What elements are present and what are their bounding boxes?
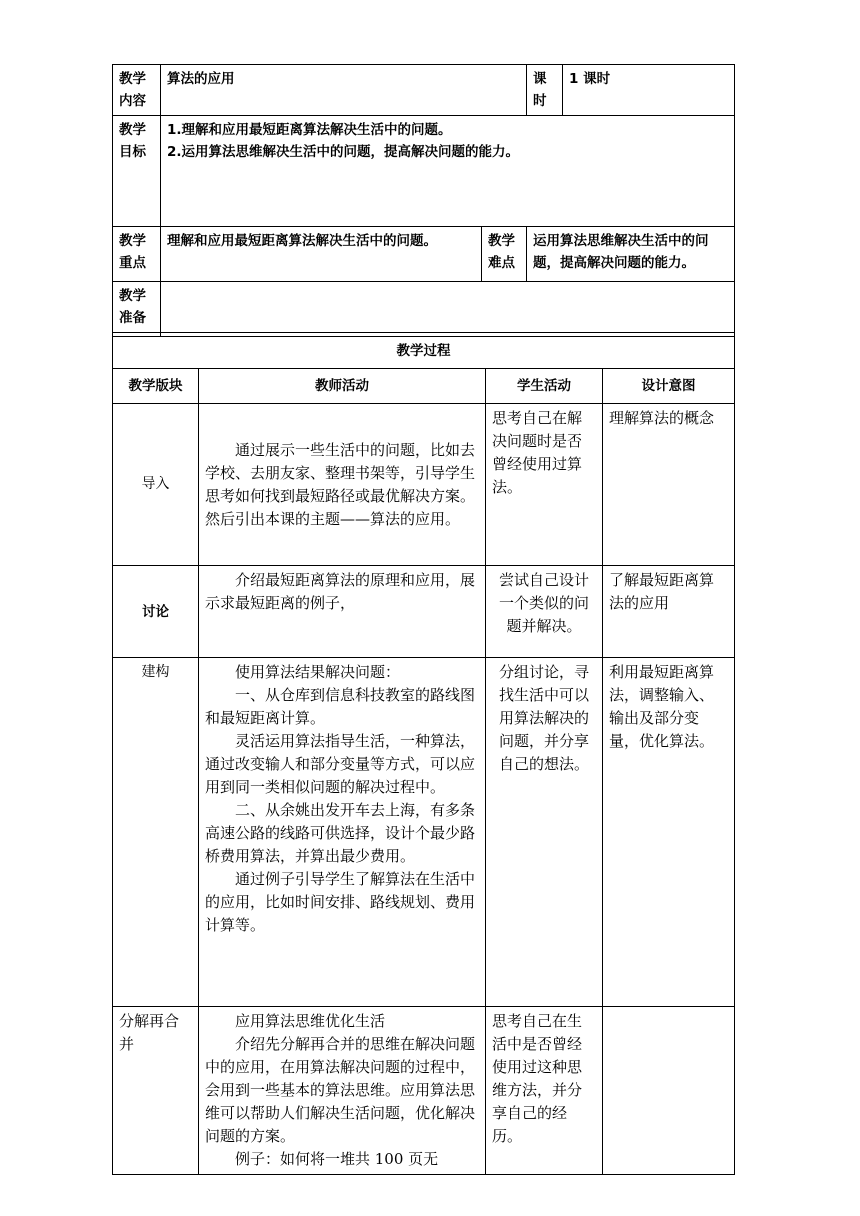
student-cell: 尝试自己设计一个类似的问题并解决。 (486, 566, 603, 658)
key-value: 理解和应用最短距离算法解决生活中的问题。 (161, 227, 482, 282)
teacher-paragraph: 二、从余姚出发开车去上海，有多条高速公路的线路可供选择，设计个最少路桥费用算法，并算出最少费用。 (205, 801, 476, 865)
period-value: 1 课时 (563, 65, 735, 116)
intent-cell: 理解算法的概念 (603, 404, 735, 566)
teacher-paragraph: 灵活运用算法指导生活，一种算法，通过改变输人和部分变量等方式，可以应用到同一类相似问题的解决过程中。 (205, 732, 476, 796)
teacher-cell (199, 1007, 486, 1175)
teacher-paragraph: 介绍最短距离算法的原理和应用，展示求最短距离的例子， (205, 571, 476, 612)
col-intent: 设计意图 (603, 369, 735, 404)
prep-label: 教学准备 (113, 282, 161, 337)
lesson-info-table (112, 64, 735, 337)
content-label: 教学内容 (113, 65, 161, 116)
student-cell: 分组讨论，寻找生活中可以用算法解决的问题，并分享自己的想法。 (486, 658, 603, 1007)
teacher-paragraph: 介绍先分解再合并的思维在解决问题中的应用，在用算法解决问题的过程中，会用到一些基本的算法思维。应用算法思维可以帮助人们解决生活问题，优化解决问题的方案。 (205, 1035, 476, 1145)
process-table (112, 332, 735, 1175)
teacher-paragraph: 一、从仓库到信息科技教室的路线图和最短距离计算。 (205, 686, 476, 727)
table-row (113, 566, 735, 658)
period-label: 课时 (527, 65, 563, 116)
teacher-cell (199, 566, 486, 658)
prep-value (161, 282, 735, 337)
intent-cell: 了解最短距离算法的应用 (603, 566, 735, 658)
goal-1: 1.理解和应用最短距离算法解决生活中的问题。 (167, 122, 452, 138)
table-row (113, 658, 735, 1007)
intent-cell (603, 1007, 735, 1175)
section-cell: 建构 (113, 658, 199, 1007)
teacher-paragraph: 例子：如何将一堆共 100 页无 (235, 1150, 439, 1168)
col-student: 学生活动 (486, 369, 603, 404)
teacher-cell (199, 658, 486, 1007)
difficulty-value: 运用算法思维解决生活中的问题，提高解决问题的能力。 (527, 227, 735, 282)
goal-value (161, 116, 735, 227)
table-row (113, 1007, 735, 1175)
section-cell: 导入 (113, 404, 199, 566)
key-label: 教学重点 (113, 227, 161, 282)
table-row (113, 404, 735, 566)
student-cell: 思考自己在解决问题时是否曾经使用过算法。 (486, 404, 603, 566)
intent-cell: 利用最短距离算法，调整输入、输出及部分变量，优化算法。 (603, 658, 735, 1007)
content-value: 算法的应用 (161, 65, 527, 116)
teacher-paragraph: 使用算法结果解决问题： (235, 663, 401, 681)
teacher-paragraph: 应用算法思维优化生活 (235, 1012, 386, 1030)
difficulty-label: 教学难点 (482, 227, 527, 282)
teacher-paragraph: 通过展示一些生活中的问题，比如去学校、去朋友家、整理书架等，引导学生思考如何找到最短路径或最优解决方案。然后引出本课的主题——算法的应用。 (205, 440, 476, 528)
student-cell: 思考自己在生活中是否曾经使用过这种思维方法，并分享自己的经历。 (486, 1007, 603, 1175)
col-teacher: 教师活动 (199, 369, 486, 404)
section-cell: 讨论 (113, 566, 199, 658)
teacher-paragraph: 通过例子引导学生了解算法在生活中的应用，比如时间安排、路线规划、费用计算等。 (205, 870, 476, 934)
goal-label: 教学目标 (113, 116, 161, 227)
goal-2: 2.运用算法思维解决生活中的问题，提高解决问题的能力。 (167, 144, 520, 160)
col-section: 教学版块 (113, 369, 199, 404)
teacher-cell (199, 404, 486, 566)
process-title: 教学过程 (113, 333, 735, 369)
section-cell: 分解再合并 (113, 1007, 199, 1175)
